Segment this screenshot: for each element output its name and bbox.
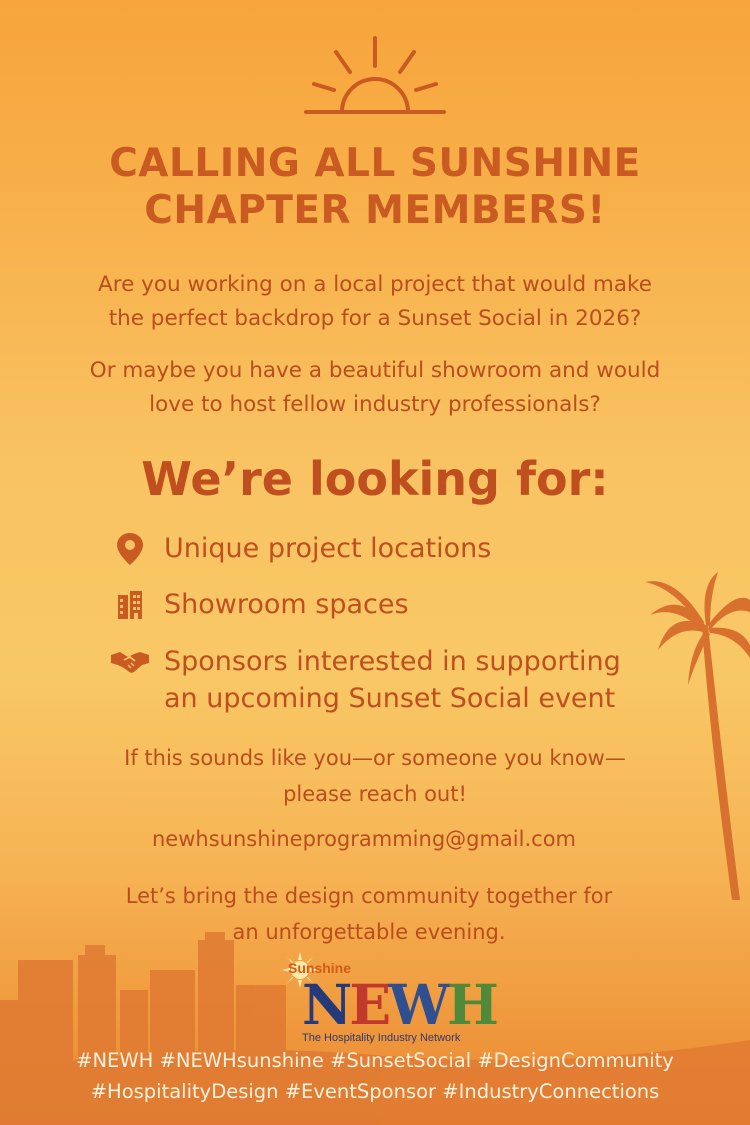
location-pin-icon xyxy=(110,530,150,567)
sunset-icon xyxy=(300,32,450,117)
logo-tagline: The Hospitality Industry Network xyxy=(302,1032,461,1044)
cta-line-1: If this sounds like you—or someone you know— xyxy=(124,746,626,770)
building-icon xyxy=(110,586,150,623)
hashtags-line-2: #HospitalityDesign #EventSponsor #IndustryConnections xyxy=(90,1080,660,1103)
hashtags xyxy=(0,1045,750,1107)
logo-letter: N xyxy=(302,972,350,1037)
call-to-action xyxy=(0,740,750,812)
list-item xyxy=(110,643,621,717)
logo-letter: H xyxy=(446,972,496,1037)
contact-email-link[interactable]: newhsunshineprogramming@gmail.com xyxy=(151,827,576,851)
list-item-label: Showroom spaces xyxy=(164,589,409,620)
closing-line-1: Let’s bring the design community together for xyxy=(125,884,613,908)
closing-message xyxy=(0,878,738,950)
newh-sunshine-logo xyxy=(288,960,496,1048)
hashtags-line-1: #NEWH #NEWHsunshine #SunsetSocial #DesignCommunity xyxy=(76,1049,674,1072)
logo-wordmark xyxy=(302,972,496,1037)
list-item-line-1: Sponsors interested in supporting xyxy=(164,646,621,677)
showroom-paragraph xyxy=(0,354,750,422)
closing-line-2: an unforgettable evening. xyxy=(232,920,506,944)
showroom-line-2: love to host fellow industry professionals? xyxy=(149,392,601,417)
logo-sunshine-text: Sunshine xyxy=(288,960,352,976)
list-item xyxy=(110,586,409,623)
looking-for-heading: We’re looking for: xyxy=(141,452,609,506)
logo-letter: E xyxy=(349,972,389,1037)
intro-paragraph xyxy=(0,268,750,336)
title-line-2: CHAPTER MEMBERS! xyxy=(144,188,606,233)
handshake-icon xyxy=(110,643,150,680)
list-item-label xyxy=(164,643,621,717)
list-item-label: Unique project locations xyxy=(164,533,492,564)
logo-letter: W xyxy=(388,972,447,1037)
showroom-line-1: Or maybe you have a beautiful showroom and would xyxy=(89,358,661,383)
intro-line-2: the perfect backdrop for a Sunset Social in 2026? xyxy=(108,306,642,331)
list-item-line-2: an upcoming Sunset Social event xyxy=(164,683,616,714)
page-title xyxy=(0,140,750,234)
cta-line-2: please reach out! xyxy=(283,782,467,806)
title-line-1: CALLING ALL SUNSHINE xyxy=(109,141,641,186)
intro-line-1: Are you working on a local project that would make xyxy=(98,272,652,297)
list-item xyxy=(110,530,491,567)
